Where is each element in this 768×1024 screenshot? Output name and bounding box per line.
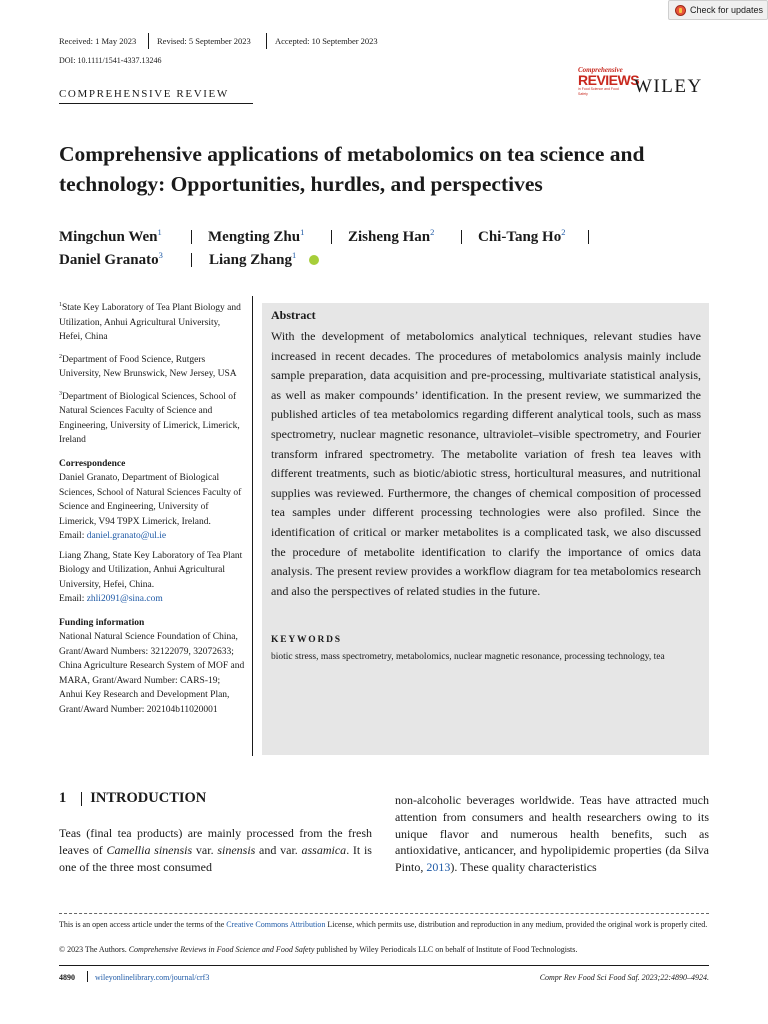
author-separator	[191, 230, 192, 244]
affiliation-ref: 1	[291, 250, 297, 260]
funding-heading: Funding information	[59, 617, 145, 628]
author[interactable]: Mingchun Wen$^1$	[59, 227, 162, 245]
affiliation-ref: 2	[430, 227, 435, 237]
received-date: Received: 1 May 2023	[59, 36, 137, 46]
article-type-label: COMPREHENSIVE REVIEW	[59, 88, 229, 100]
author-separator	[461, 230, 462, 244]
orcid-icon[interactable]	[309, 255, 319, 265]
doi[interactable]: DOI: 10.1111/1541-4337.13246	[59, 56, 162, 65]
correspondence-heading: Correspondence	[59, 458, 126, 469]
article-title: Comprehensive applications of metabolomics on tea science and technology: Opportunities, hurdles, and perspectives	[59, 142, 645, 196]
author-separator	[331, 230, 332, 244]
affiliation-ref: 1	[300, 227, 305, 237]
article-info-column	[59, 298, 245, 722]
affiliation-ref: 3	[158, 250, 163, 260]
citation-line: Compr Rev Food Sci Food Saf. 2023;22:4890–4924.	[539, 973, 709, 982]
accepted-date: Accepted: 10 September 2023	[275, 36, 378, 46]
footnote-divider	[59, 913, 709, 914]
affiliation: $^3$Department of Biological Sciences, School of Natural Sciences Faculty of Science and Engineering, University of Limerick, Limerick, Ireland	[59, 390, 240, 446]
heading-separator	[81, 792, 82, 806]
abstract-heading: Abstract	[271, 308, 316, 322]
copyright-notice: © 2023 The Authors. Comprehensive Reviews in Food Science and Food Safety published by Wiley Periodicals LLC on behalf of Institute of Food Technologists.	[59, 945, 578, 954]
affiliation-ref: 1	[157, 227, 162, 237]
author-separator	[588, 230, 589, 244]
affiliation-ref: 2	[561, 227, 566, 237]
intro-paragraph: non-alcoholic beverages worldwide. Teas have attracted much attention from consumers and health researchers owing to its unique flavor and numerous health benefits, such as antioxidative, anticancer, and hypolipidemic properties (da Silva Pinto, 2013). These quality characteristics	[395, 793, 709, 875]
email-link[interactable]: zhli2091@sina.com	[86, 594, 163, 605]
author[interactable]: Chi-Tang Ho$^2$	[478, 227, 566, 245]
correspondence-text: Daniel Granato, Department of Biological Sciences, School of Natural Sciences Faculty of Science and Engineering, University of Limerick, V94 T9PX Limerick, Ireland. Email: daniel.granato@ul.ie	[59, 473, 242, 542]
license-notice: This is an open access article under the terms of the Creative Commons Attribution License, which permits use, distribution and reproduction in any medium, provided the original work is properly cited.	[59, 920, 708, 929]
affiliation: $^2$Department of Food Science, Rutgers University, New Brunswick, New Jersey, USA	[59, 353, 237, 380]
check-for-updates-label: Check for updates	[690, 5, 764, 15]
header-separator	[148, 33, 149, 49]
correspondence-text: Liang Zhang, State Key Laboratory of Tea Plant Biology and Utilization, Anhui Agricultural University, Hefei, China. Email: zhli2091@sina.com	[59, 550, 243, 605]
check-for-updates-button[interactable]	[668, 0, 768, 20]
citation-link[interactable]: 2013	[426, 860, 451, 875]
journal-logo: Comprehensive REVIEWS in Food Science and Food Safety	[578, 66, 640, 96]
column-divider	[252, 296, 253, 756]
author[interactable]: Liang Zhang$^1$	[209, 250, 297, 268]
publisher-logo: WILEY	[634, 76, 703, 97]
section-heading: 1 INTRODUCTION	[59, 790, 207, 806]
affiliation: $^1$State Key Laboratory of Tea Plant Biology and Utilization, Anhui Agricultural University, Hefei, China	[59, 302, 241, 343]
footer-separator	[87, 971, 88, 982]
author-separator	[191, 253, 192, 267]
crossmark-icon	[675, 5, 686, 16]
abstract-text: With the development of metabolomics analytical techniques, relevant studies have increased in recent decades. The procedures of metabolomics analysis mainly include sample preparation, data acquisition and pre-processing, multivariate statistical analysis, as well as maker compounds’ identification. In the present review, we summarized the published articles of tea metabolomics regarding different analytical tools, such as mass spectrometry, nuclear magnetic resonance, ultraviolet–visible spectrometry, and Fourier transform infrared spectrometry. The metabolite variation of fresh tea leaves with different treatments, such as biotic/abiotic stress, horticultural measures, and nutritional supplies was reviewed. Furthermore, the changes of chemical composition of processed tea samples under different processing technologies were also profiled. Since the identification of critical or marker metabolites is a complicated task, we also discussed the procedure of metabolite identification to clarify the importance of omics data analysis. The present review provides a workflow diagram for tea metabolomics research and also the perspectives of related studies in the future.	[271, 329, 701, 598]
journal-site-link[interactable]: wileyonlinelibrary.com/journal/crf3	[95, 973, 210, 982]
intro-paragraph: Teas (final tea products) are mainly processed from the fresh leaves of Camellia sinensis var. sinensis and var. assamica. It is one of the three most consumed	[59, 826, 372, 874]
funding-text: National Natural Science Foundation of China, Grant/Award Numbers: 32122079, 32072633; China Agriculture Research System of MOF and MARA, Grant/Award Number: CARS-19; Anhui Key Research and Development Plan, Grant/Award Number: 202104b11020001	[59, 632, 245, 715]
author[interactable]: Daniel Granato$^3$	[59, 250, 163, 268]
footer-divider	[59, 965, 709, 966]
keywords-heading: KEYWORDS	[271, 635, 342, 645]
header-separator	[266, 33, 267, 49]
license-link[interactable]: Creative Commons Attribution	[226, 920, 326, 929]
divider	[59, 103, 253, 104]
author[interactable]: Mengting Zhu$^1$	[208, 227, 305, 245]
page-number: 4890	[59, 973, 75, 982]
email-link[interactable]: daniel.granato@ul.ie	[86, 531, 167, 542]
keywords-text: biotic stress, mass spectrometry, metabolomics, nuclear magnetic resonance, processing technology, tea	[271, 652, 665, 662]
author[interactable]: Zisheng Han$^2$	[348, 227, 435, 245]
revised-date: Revised: 5 September 2023	[157, 36, 251, 46]
